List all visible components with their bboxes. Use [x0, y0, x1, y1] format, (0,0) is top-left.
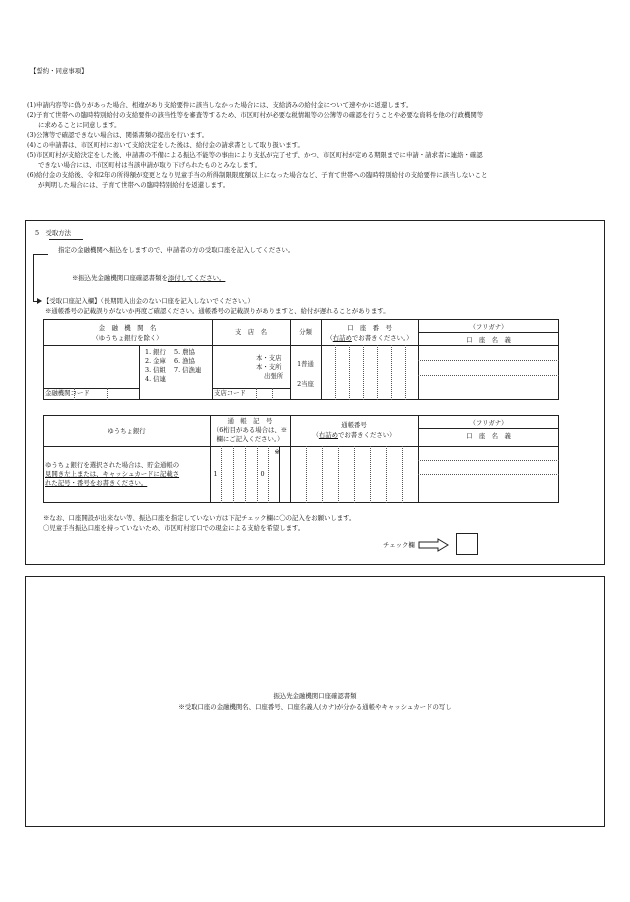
- attachment-title: 振込先金融機関口座確認書類: [273, 692, 357, 700]
- account-number-header-sub: （右詰めでお書きください。）: [326, 334, 413, 342]
- yucho-star: ※: [274, 448, 280, 456]
- check-label: チェック欄: [383, 541, 415, 549]
- inst-type-1: 1. 銀行: [145, 348, 166, 356]
- yucho-holder-label: 口 座 名 義: [466, 432, 511, 440]
- pledge-item-4: (4)この申請書は、市区町村において支給決定をした後は、給付金の請求書として取り扱います。: [27, 141, 304, 149]
- cash-option-note: 〇児童手当振込口座を持っていないため、市区町村窓口での現金による支給を希望します。: [43, 524, 305, 532]
- kind-current: 2当座: [297, 380, 314, 388]
- yucho-symbol-header: 通 帳 記 号: [227, 417, 273, 425]
- pledge-item-5: (5)市区町村が支給決定をした後、申請書の不備による振込不能等の事由により支払が完了せず、かつ、市区町村が定める期限までに申請・請求者に連絡・確認: [27, 151, 483, 159]
- attachment-note: ※受取口座の金融機関名、口座番号、口座名義人(カナ)が分かる通帳やキャッシュカードの写し: [178, 703, 452, 711]
- yucho-symbol-header-sub: （6桁目がある場合は、※: [212, 426, 288, 434]
- holder-label: 口 座 名 義: [466, 336, 511, 344]
- institution-header-sub: （ゆうちょ銀行を除く）: [92, 334, 163, 342]
- furigana-label: （フリガナ）: [469, 323, 508, 331]
- pledge-item-1: (1)申請内容等に偽りがあった場合、相違があり支給要件に該当しなかった場合には、支給済みの給付金について速やかに返還します。: [27, 101, 413, 109]
- pledge-item-5-cont: できない場合には、市区町村は当該申請が取り下げられたものとみなします。: [38, 161, 262, 169]
- receipt-intro: 指定の金融機関へ振込をしますので、申請者の方の受取口座を記入してください。: [58, 246, 295, 254]
- branch-type-1: 本・支店: [256, 354, 282, 362]
- yucho-number-header-sub: （右詰めでお書きください）: [312, 431, 396, 439]
- check-box[interactable]: [456, 533, 478, 555]
- inst-type-7: 7. 信漁連: [174, 366, 202, 374]
- inst-type-6: 6. 漁協: [174, 357, 195, 365]
- yucho-digit-1: 1: [213, 470, 218, 478]
- branch-type-2: 本・支所: [256, 363, 282, 371]
- institution-header: 金 融 機 関 名: [98, 324, 157, 332]
- pledge-item-6-cont: が判明した場合には、子育て世帯への臨時特別給付を返還します。: [38, 181, 230, 189]
- pledge-item-6: (6)給付金の支給後、令和2年の所得額が変更となり児童手当の所得制限限度額以上になった場合など、子育て世帯への臨時特別給付の支給要件に該当しないこと: [27, 171, 488, 179]
- yucho-furigana-label: （フリガナ）: [469, 419, 508, 427]
- yucho-note-3: れた記号・番号をお書きください。: [45, 479, 148, 487]
- receipt-title: 5 受取方法: [35, 229, 72, 237]
- entry-heading: 【受取口座記入欄】（長期間入出金のない口座を記入しないでください。）: [43, 297, 254, 305]
- entry-note: ※通帳番号の記載誤りがないか再度ご確認ください。通帳番号の記載誤りがありますと、給付が遅れることがあります。: [45, 307, 390, 315]
- branch-header: 支 店 名: [235, 328, 267, 336]
- branch-code-label: 支店コード: [214, 389, 246, 397]
- pledge-item-2: (2)子育て世帯への臨時特別給付の支給要件の該当性等を審査等するため、市区町村が必要な税情報等の公簿等の確認を行うことや必要な資料を他の行政機関等: [27, 111, 484, 119]
- attach-instruction: ※振込先金融機関口座確認書類を添付してください。: [72, 274, 226, 282]
- pledge-item-2-cont: に求めることに同意します。: [38, 121, 121, 129]
- inst-type-4: 4. 信連: [145, 375, 166, 383]
- inst-type-2: 2. 金庫: [145, 357, 166, 365]
- kind-header: 分類: [299, 328, 312, 336]
- no-account-note: ※なお、口座開設が出来ない等、振込口座を指定していない方は下記チェック欄に〇の記入をお願いします。: [43, 514, 356, 522]
- pledge-item-3: (3)公簿等で確認できない場合は、関係書類の提出を行います。: [27, 131, 209, 139]
- account-number-header: 口 座 番 号: [347, 324, 392, 332]
- yucho-note-2: 見開き左上または、キャッシュカードに記載さ: [45, 470, 180, 478]
- yucho-number-header: 通帳番号: [341, 421, 367, 429]
- inst-code-label: 金融機関コード: [45, 389, 90, 397]
- branch-type-3: 出張所: [264, 372, 284, 380]
- yucho-note-1: ゆうちょ銀行を選択された場合は、貯金通帳の: [45, 461, 180, 469]
- attachment-area: [25, 576, 605, 827]
- kind-ordinary: 1普通: [297, 360, 314, 368]
- yucho-name: ゆうちょ銀行: [107, 427, 146, 435]
- check-arrow-icon: [418, 538, 450, 552]
- pledge-heading: 【誓約・同意事項】: [30, 67, 88, 75]
- yucho-symbol-header-sub2: 欄にご記入ください。）: [216, 435, 284, 443]
- arrow-right-icon: [37, 298, 42, 304]
- inst-type-3: 3. 信組: [145, 366, 166, 374]
- inst-type-5: 5. 農協: [174, 348, 195, 356]
- yucho-digit-0: 0: [260, 470, 265, 478]
